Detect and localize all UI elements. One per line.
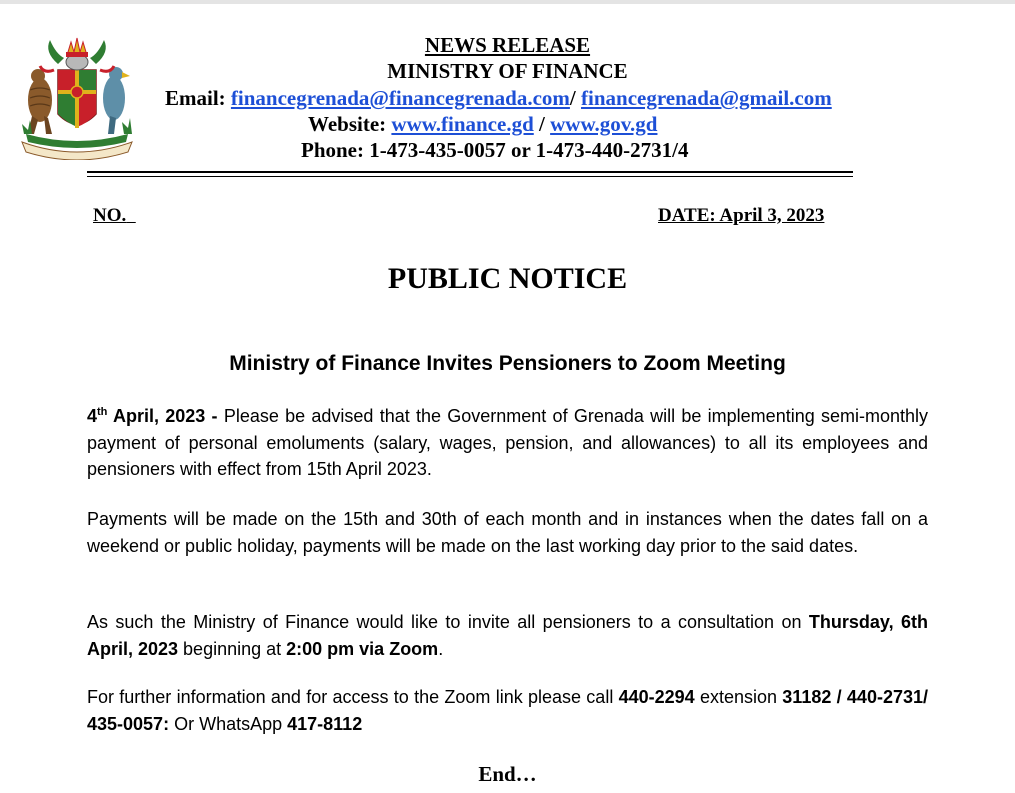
email-separator: / [569,86,582,110]
header-divider-thick [87,171,853,173]
contact-whatsapp: 417-8112 [287,713,363,734]
email-line [165,85,832,111]
public-notice-heading: PUBLIC NOTICE [387,262,628,295]
contact-extensions: 31182 / 440-2731/ 435-0057: [87,687,928,734]
website-line [308,111,657,137]
email-label: Email: [165,86,231,110]
release-number-label: NO. [93,205,127,226]
consultation-time: 2:00 pm via Zoom [286,638,439,659]
paragraph-date: 4th April, 2023 - [87,406,218,426]
news-release-title: NEWS RELEASE [424,33,591,57]
paragraph-consultation: As such the Ministry of Finance would like to invite all pensioners to a consultation on Thursday, 6th April, 2023 beginning at 2:00 pm via Zoom. [87,612,928,659]
release-date-label: DATE: April 3, 2023 [658,205,825,226]
website-link-gov[interactable]: www.gov.gd [550,112,658,136]
end-marker: End… [478,762,537,786]
consultation-date: Thursday, 6th April, 2023 [87,612,928,659]
website-link-finance[interactable]: www.finance.gd [391,112,534,136]
website-separator: / [533,112,551,136]
website-label: Website: [308,112,392,136]
paragraph-contact: For further information and for access to the Zoom link please call 440-2294 extension 31182 / 440-2731/ 435-0057: Or WhatsApp 417-8112 [87,687,928,734]
paragraph-payment-dates: Payments will be made on the 15th and 30th of each month and in instances when the dates fall on a weekend or public holiday, payments will be made on the last working day prior to the said dates. [87,509,928,556]
phone-line: Phone: 1-473-435-0057 or 1-473-440-2731/4 [301,138,689,162]
contact-phone-main: 440-2294 [618,687,695,707]
ministry-name: MINISTRY OF FINANCE [387,59,628,83]
notice-subject: Ministry of Finance Invites Pensioners to Zoom Meeting [229,352,786,375]
header-divider-thin [87,176,853,177]
email-link-primary[interactable]: financegrenada@financegrenada.com [230,86,570,110]
email-link-secondary[interactable]: financegrenada@gmail.com [581,86,832,110]
page-top-border [0,0,1015,4]
paragraph-implementation: 4th April, 2023 - Please be advised that the Government of Grenada will be implementing semi-monthly payment of personal emoluments (salary, wages, pension, and allowances) to all its employees and pensioners with effect from 15th April 2023. [87,406,929,479]
